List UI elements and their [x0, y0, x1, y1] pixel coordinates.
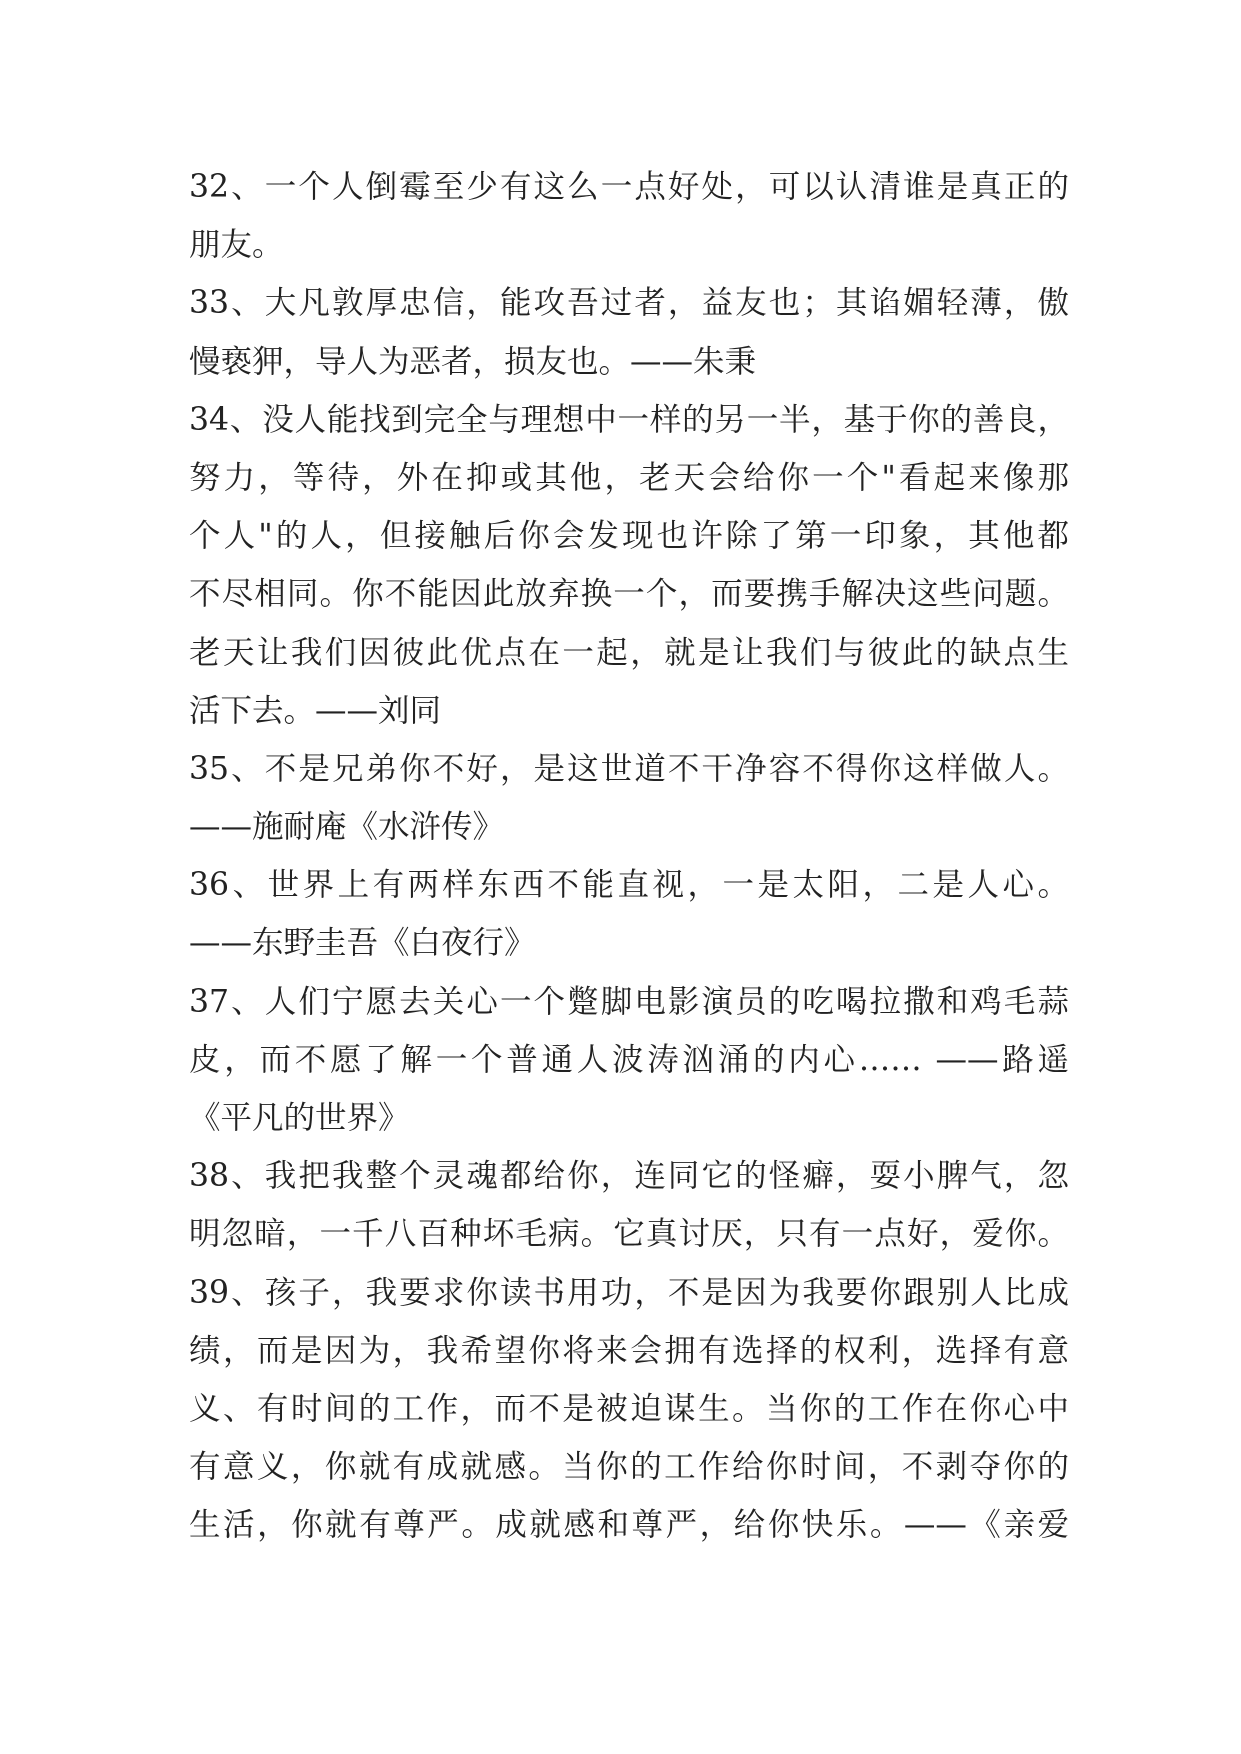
text-line: 38、我把我整个灵魂都给你，连同它的怪癖，耍小脾气，忽: [189, 1158, 1069, 1195]
text-line: 活下去。——刘同: [189, 692, 442, 729]
text-line: 33、大凡敦厚忠信，能攻吾过者，益友也；其谄媚轻薄，傲: [189, 285, 1069, 322]
text-line: 朋友。: [189, 227, 284, 264]
text-line: 《平凡的世界》: [189, 1100, 410, 1136]
text-line: 32、一个人倒霉至少有这么一点好处，可以认清谁是真正的: [189, 169, 1069, 205]
text-line: 36、世界上有两样东西不能直视，一是太阳，二是人心。: [189, 867, 1069, 904]
text-line: 有意义，你就有成就感。当你的工作给你时间，不剥夺你的: [189, 1449, 1069, 1486]
text-line: 绩，而是因为，我希望你将来会拥有选择的权利，选择有意: [189, 1332, 1069, 1369]
text-line: 34、没人能找到完全与理想中一样的另一半，基于你的善良，: [189, 401, 1069, 438]
text-line: 努力，等待，外在抑或其他，老天会给你一个"看起来像那: [189, 459, 1069, 496]
text-line: 皮，而不愿了解一个普通人波涛汹涌的内心…… ——路遥: [189, 1041, 1069, 1078]
text-line: 37、人们宁愿去关心一个蹩脚电影演员的吃喝拉撒和鸡毛蒜: [189, 983, 1069, 1020]
text-line: 39、孩子，我要求你读书用功，不是因为我要你跟别人比成: [189, 1274, 1069, 1311]
text-line: 明忽暗，一千八百种坏毛病。它真讨厌，只有一点好，爱你。: [189, 1216, 1069, 1253]
text-line: 生活，你就有尊严。成就感和尊严，给你快乐。——《亲爱: [189, 1507, 1069, 1544]
text-line: 老天让我们因彼此优点在一起，就是让我们与彼此的缺点生: [189, 634, 1069, 671]
text-line: ——施耐庵《水浒传》: [189, 809, 505, 846]
text-line: 35、不是兄弟你不好，是这世道不干净容不得你这样做人。: [189, 750, 1069, 787]
text-line: ——东野圭吾《白夜行》: [189, 925, 536, 962]
text-line: 慢亵狎，导人为恶者，损友也。——朱秉: [189, 343, 757, 380]
body-text: [189, 158, 1069, 1555]
text-line: 个人"的人，但接触后你会发现也许除了第一印象，其他都: [189, 518, 1069, 555]
text-line: 不尽相同。你不能因此放弃换一个，而要携手解决这些问题。: [189, 576, 1069, 613]
text-line: 义、有时间的工作，而不是被迫谋生。当你的工作在你心中: [189, 1390, 1069, 1427]
